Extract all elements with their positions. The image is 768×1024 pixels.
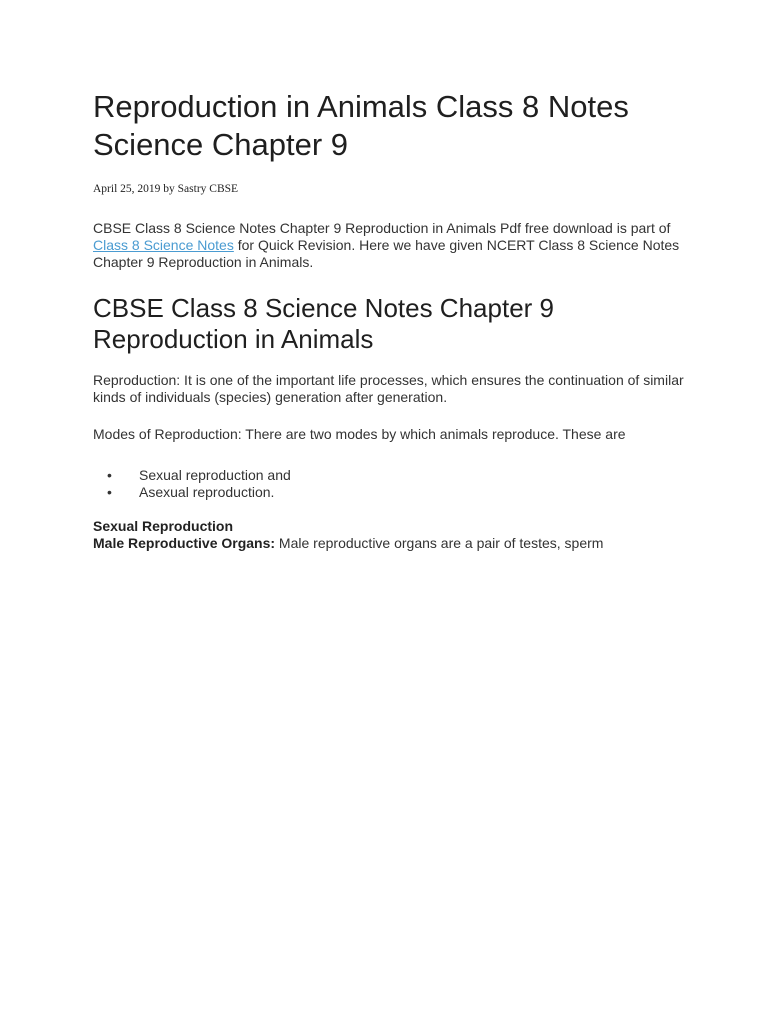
male-organs-label: Male Reproductive Organs: bbox=[93, 535, 276, 551]
list-item bbox=[93, 484, 693, 501]
section-heading: CBSE Class 8 Science Notes Chapter 9 Reproduction in Animals bbox=[93, 293, 554, 354]
article-meta: April 25, 2019 by Sastry CBSE bbox=[93, 183, 239, 195]
bullet-icon: • bbox=[107, 467, 112, 483]
bullet-icon: • bbox=[107, 484, 112, 500]
article-title: Reproduction in Animals Class 8 Notes Science Chapter 9 bbox=[93, 89, 629, 162]
article bbox=[93, 88, 693, 552]
class-8-science-notes-link[interactable]: Class 8 Science Notes bbox=[93, 237, 234, 253]
list-item bbox=[93, 467, 693, 484]
modes-list bbox=[93, 467, 693, 501]
reproduction-paragraph: Reproduction: It is one of the important life processes, which ensures the continuation of similar kinds of individuals (species) generation after generation. bbox=[93, 372, 684, 405]
list-item-text: Asexual reproduction. bbox=[139, 484, 275, 500]
intro-paragraph bbox=[93, 220, 693, 271]
intro-text-part1: CBSE Class 8 Science Notes Chapter 9 Reproduction in Animals Pdf free download is part of bbox=[93, 220, 671, 236]
intro-text-part2: for Quick Revision. Here we have given NCERT Class 8 Science Notes Chapter 9 Reproduction in Animals. bbox=[93, 237, 680, 270]
list-item-text: Sexual reproduction and bbox=[139, 467, 291, 483]
male-organs-paragraph bbox=[93, 535, 693, 552]
modes-paragraph: Modes of Reproduction: There are two modes by which animals reproduce. These are bbox=[93, 426, 626, 442]
male-organs-text: Male reproductive organs are a pair of testes, sperm bbox=[275, 535, 604, 551]
subsection-heading: Sexual Reproduction bbox=[93, 518, 234, 534]
